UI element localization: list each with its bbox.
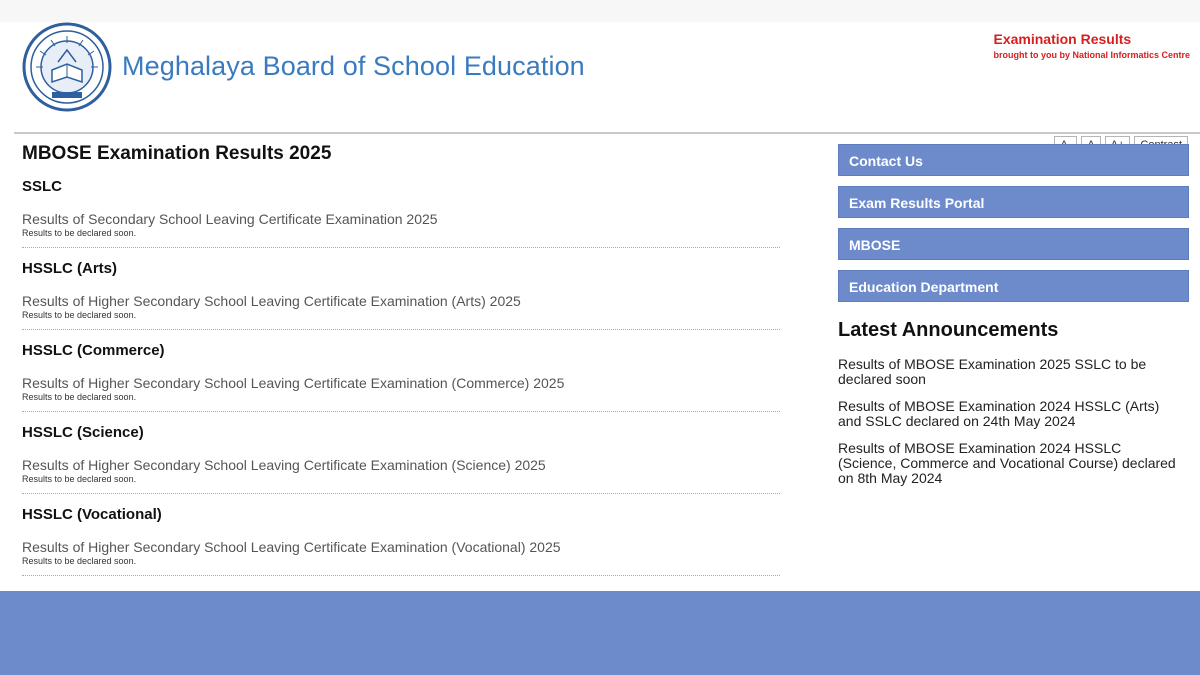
announcement-item[interactable]: Results of MBOSE Examination 2024 HSSLC (Science, Commerce and Vocational Course) declared on 8th May 2024 — [838, 440, 1176, 486]
result-status: Results to be declared soon. — [22, 556, 137, 566]
header-divider — [14, 132, 1200, 134]
announcement-item[interactable]: Results of MBOSE Examination 2025 SSLC to be declared soon — [838, 356, 1147, 387]
result-link[interactable]: Results of Higher Secondary School Leaving Certificate Examination (Vocational) 2025 — [22, 539, 561, 555]
result-heading: HSSLC (Arts) — [22, 260, 118, 277]
footer-band — [0, 591, 1200, 675]
result-link[interactable]: Results of Higher Secondary School Leaving Certificate Examination (Arts) 2025 — [22, 293, 521, 309]
result-block-hsslc-vocational — [22, 506, 780, 576]
mbose-link[interactable]: MBOSE — [838, 228, 1189, 260]
top-strip — [0, 0, 1200, 22]
result-status: Results to be declared soon. — [22, 228, 137, 238]
exam-results-portal-link[interactable]: Exam Results Portal — [838, 186, 1189, 218]
nic-title[interactable]: Examination Results — [993, 31, 1132, 47]
result-status: Results to be declared soon. — [22, 392, 137, 402]
result-heading: HSSLC (Science) — [22, 424, 144, 441]
education-department-link[interactable]: Education Department — [838, 270, 1189, 302]
announcements-title: Latest Announcements — [838, 319, 1059, 341]
sidebar — [838, 144, 1189, 498]
result-block-hsslc-arts — [22, 260, 780, 330]
result-status: Results to be declared soon. — [22, 310, 137, 320]
result-block-hsslc-science — [22, 424, 780, 494]
result-link[interactable]: Results of Secondary School Leaving Certificate Examination 2025 — [22, 211, 438, 227]
contact-us-link[interactable]: Contact Us — [838, 144, 1189, 176]
nic-subtitle: brought to you by National Informatics Centre — [993, 50, 1190, 60]
page-title: MBOSE Examination Results 2025 — [22, 143, 332, 164]
result-heading: SSLC — [22, 178, 63, 195]
site-title: Meghalaya Board of School Education — [122, 51, 585, 81]
main-content — [22, 143, 782, 588]
result-status: Results to be declared soon. — [22, 474, 137, 484]
result-block-sslc — [22, 178, 780, 248]
nic-branding — [993, 31, 1190, 60]
board-seal-icon — [22, 22, 112, 112]
result-heading: HSSLC (Commerce) — [22, 342, 165, 359]
result-link[interactable]: Results of Higher Secondary School Leaving Certificate Examination (Commerce) 2025 — [22, 375, 565, 391]
site-header — [14, 22, 1200, 133]
announcement-item[interactable]: Results of MBOSE Examination 2024 HSSLC (Arts) and SSLC declared on 24th May 2024 — [838, 398, 1160, 429]
result-link[interactable]: Results of Higher Secondary School Leaving Certificate Examination (Science) 2025 — [22, 457, 546, 473]
result-heading: HSSLC (Vocational) — [22, 506, 162, 523]
result-block-hsslc-commerce — [22, 342, 780, 412]
